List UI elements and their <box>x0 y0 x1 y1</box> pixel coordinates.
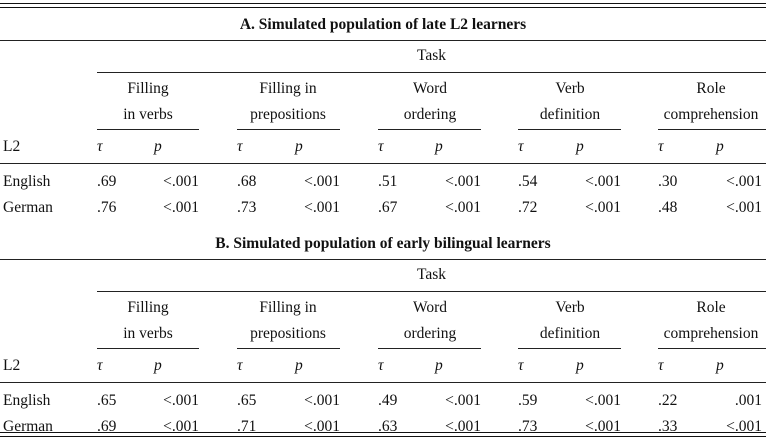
tau-value: .54 <box>518 173 538 190</box>
panel-rule <box>0 40 766 41</box>
p-value: <.001 <box>445 173 481 190</box>
column-header-line2: comprehension <box>663 106 759 123</box>
p-value: <.001 <box>304 392 340 409</box>
bottom-double-rule-2 <box>0 436 766 437</box>
tau-value: .71 <box>237 418 257 435</box>
p-value: <.001 <box>585 418 621 435</box>
p-value: <.001 <box>585 392 621 409</box>
p-value: <.001 <box>304 418 340 435</box>
top-double-rule-1 <box>0 3 766 4</box>
p-header: p <box>295 138 303 155</box>
column-header-line2: comprehension <box>663 325 759 342</box>
p-header: p <box>576 138 584 155</box>
tau-value: .69 <box>97 173 117 190</box>
column-group-rule <box>518 348 621 349</box>
task-header: Task <box>416 47 447 64</box>
column-header-line2: in verbs <box>123 325 173 342</box>
column-group-rule <box>378 129 481 130</box>
tau-value: .33 <box>658 418 678 435</box>
tau-value: .67 <box>378 199 398 216</box>
p-value: <.001 <box>163 199 199 216</box>
column-header-line1: Filling <box>127 80 169 97</box>
column-header-line2: ordering <box>403 325 457 342</box>
panel-title: B. Simulated population of early bilingual learners <box>215 235 551 252</box>
column-header-line2: in verbs <box>123 106 173 123</box>
tau-header: τ <box>658 357 664 374</box>
column-group-rule <box>378 348 481 349</box>
p-header: p <box>716 138 724 155</box>
tau-value: .72 <box>518 199 538 216</box>
column-group-rule <box>237 129 340 130</box>
tau-value: .63 <box>378 418 398 435</box>
column-header-line1: Word <box>412 299 448 316</box>
tau-header: τ <box>378 138 384 155</box>
column-header-line2: definition <box>539 325 601 342</box>
column-header-line1: Verb <box>555 299 585 316</box>
p-value: <.001 <box>445 418 481 435</box>
p-value: <.001 <box>163 173 199 190</box>
p-value: <.001 <box>163 392 199 409</box>
p-header: p <box>435 138 443 155</box>
column-group-rule <box>658 129 766 130</box>
task-span-rule <box>97 291 766 292</box>
tau-value: .73 <box>237 199 257 216</box>
tau-value: .49 <box>378 392 398 409</box>
tau-header: τ <box>237 138 243 155</box>
header-bottom-rule <box>0 382 766 383</box>
p-value: <.001 <box>445 392 481 409</box>
p-value: <.001 <box>726 173 762 190</box>
column-header-line2: definition <box>539 106 601 123</box>
tau-header: τ <box>237 357 243 374</box>
p-value: <.001 <box>726 418 762 435</box>
p-value: <.001 <box>445 199 481 216</box>
task-header: Task <box>416 266 447 283</box>
panel-rule <box>0 259 766 260</box>
p-value: <.001 <box>304 173 340 190</box>
row-label: German <box>3 199 53 216</box>
column-header-line1: Role <box>696 80 726 97</box>
tau-value: .65 <box>97 392 117 409</box>
top-double-rule-2 <box>0 7 766 8</box>
tau-header: τ <box>97 357 103 374</box>
column-header-line1: Role <box>696 299 726 316</box>
column-group-rule <box>658 348 766 349</box>
column-header-line1: Verb <box>555 80 585 97</box>
tau-value: .59 <box>518 392 538 409</box>
p-header: p <box>576 357 584 374</box>
p-header: p <box>154 138 162 155</box>
p-value: <.001 <box>726 199 762 216</box>
p-value: <.001 <box>163 418 199 435</box>
column-group-rule <box>97 348 199 349</box>
p-value: <.001 <box>585 173 621 190</box>
tau-value: .22 <box>658 392 678 409</box>
column-group-rule <box>518 129 621 130</box>
task-span-rule <box>97 72 766 73</box>
column-header-line1: Filling in <box>259 299 317 316</box>
p-value: <.001 <box>585 199 621 216</box>
header-bottom-rule <box>0 163 766 164</box>
column-header-line2: prepositions <box>250 106 326 123</box>
p-value: .001 <box>734 392 762 409</box>
column-header-line2: prepositions <box>250 325 326 342</box>
tau-value: .68 <box>237 173 257 190</box>
row-label: German <box>3 418 53 435</box>
tau-value: .51 <box>378 173 398 190</box>
tau-header: τ <box>378 357 384 374</box>
bottom-double-rule-1 <box>0 432 766 433</box>
panel-title: A. Simulated population of late L2 learners <box>239 16 527 33</box>
p-value: <.001 <box>304 199 340 216</box>
column-header-line2: ordering <box>403 106 457 123</box>
column-header-line1: Filling in <box>259 80 317 97</box>
p-header: p <box>435 357 443 374</box>
tau-header: τ <box>97 138 103 155</box>
p-header: p <box>295 357 303 374</box>
tau-value: .30 <box>658 173 678 190</box>
tau-value: .69 <box>97 418 117 435</box>
column-group-rule <box>97 129 199 130</box>
l2-header: L2 <box>3 138 21 155</box>
p-header: p <box>154 357 162 374</box>
column-header-line1: Filling <box>127 299 169 316</box>
tau-value: .73 <box>518 418 538 435</box>
tau-header: τ <box>518 357 524 374</box>
column-header-line1: Word <box>412 80 448 97</box>
tau-value: .65 <box>237 392 257 409</box>
row-label: English <box>3 173 51 190</box>
tau-value: .48 <box>658 199 678 216</box>
column-group-rule <box>237 348 340 349</box>
tau-header: τ <box>658 138 664 155</box>
tau-value: .76 <box>97 199 117 216</box>
p-header: p <box>716 357 724 374</box>
tau-header: τ <box>518 138 524 155</box>
row-label: English <box>3 392 51 409</box>
l2-header: L2 <box>3 357 21 374</box>
